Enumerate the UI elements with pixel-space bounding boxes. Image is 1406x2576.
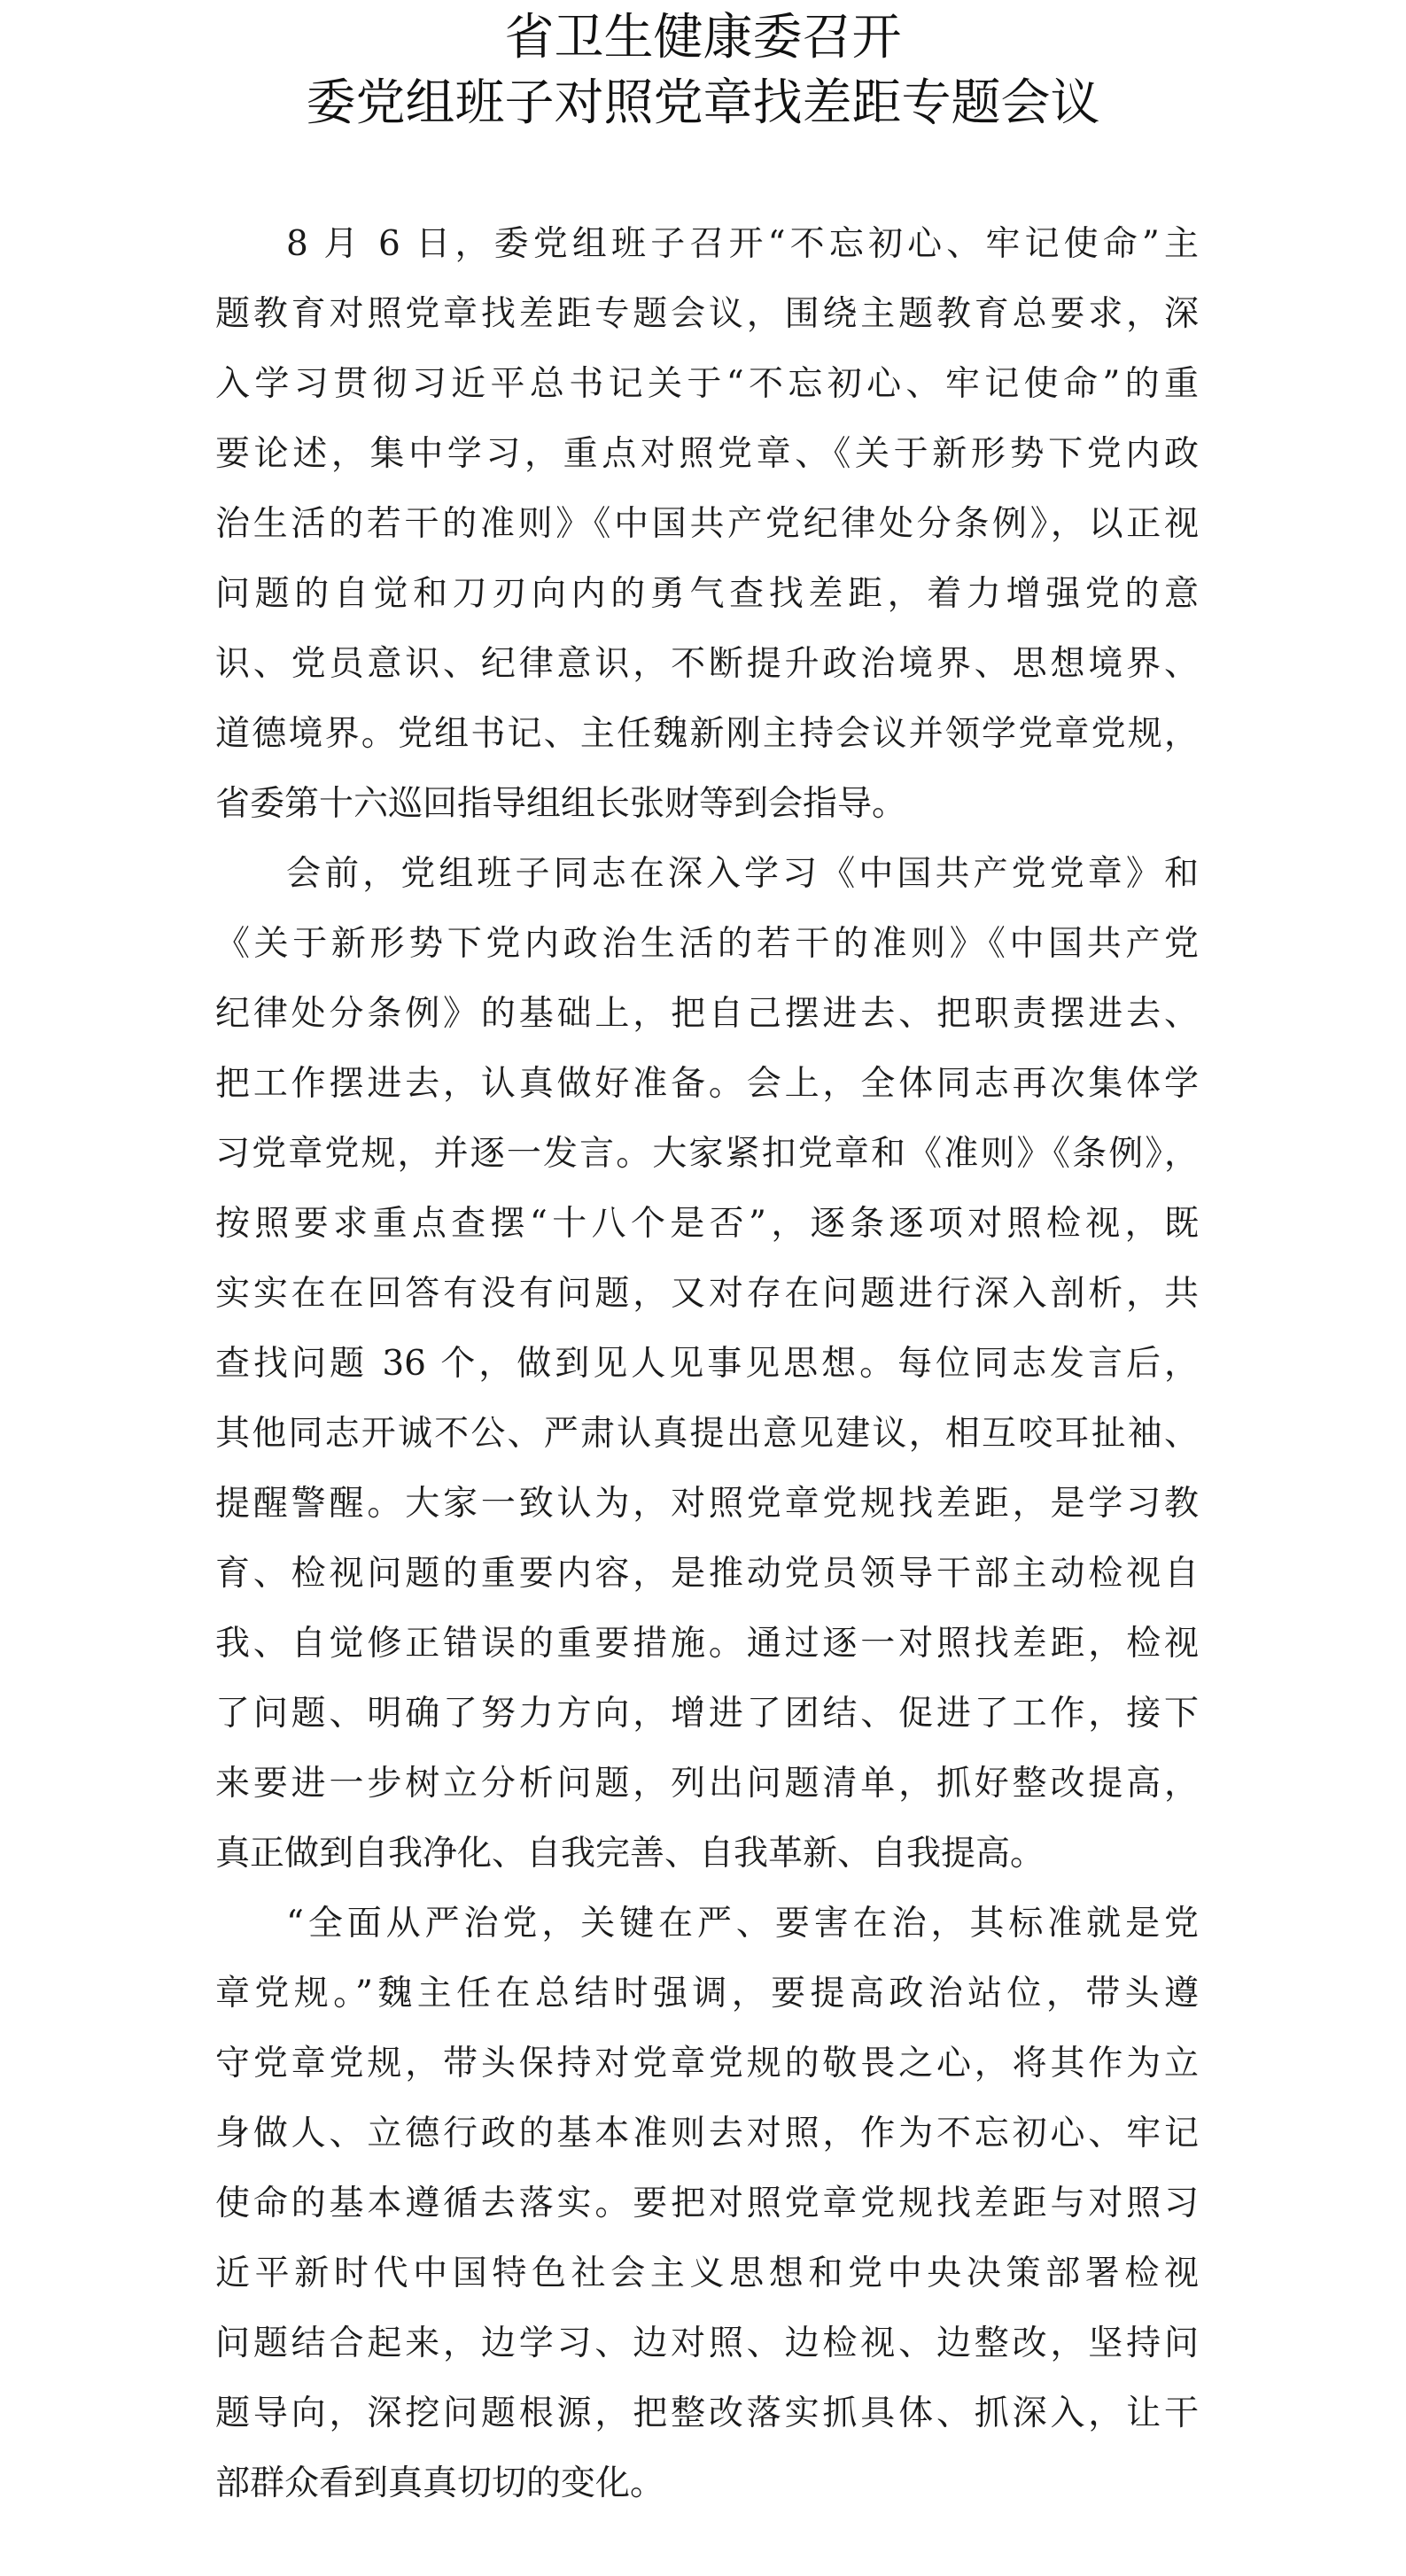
title-line-1: 省卫生健康委召开 <box>504 9 902 66</box>
body-line: 按照要求重点查摆“十八个是否”，逐条逐项对照检视，既 <box>215 1204 1199 1244</box>
body-line: 身做人、立德行政的基本准则去对照，作为不忘初心、牢记 <box>215 2114 1199 2153</box>
body-line: 会前，党组班子同志在深入学习《中国共产党党章》和 <box>286 854 1199 894</box>
body-line: 我、自觉修正错误的重要措施。通过逐一对照找差距，检视 <box>215 1624 1199 1664</box>
body-line: 题教育对照党章找差距专题会议，围绕主题教育总要求，深 <box>215 294 1199 334</box>
body-line: 章党规。”魏主任在总结时强调，要提高政治站位，带头遵 <box>215 1974 1199 2013</box>
body-line: 真正做到自我净化、自我完善、自我革新、自我提高。 <box>215 1834 1045 1874</box>
body-line: 题导向，深挖问题根源，把整改落实抓具体、抓深入，让干 <box>215 2394 1199 2433</box>
body-line: 近平新时代中国特色社会主义思想和党中央决策部署检视 <box>215 2254 1199 2293</box>
body-line: 部群众看到真真切切的变化。 <box>215 2463 665 2503</box>
body-line: 问题结合起来，边学习、边对照、边检视、边整改，坚持问 <box>215 2324 1199 2363</box>
body-line: 把工作摆进去，认真做好准备。会上，全体同志再次集体学 <box>215 1064 1199 1104</box>
body-line: 习党章党规，并逐一发言。大家紧扣党章和《准则》《条例》， <box>215 1134 1199 1174</box>
body-line: 实实在在回答有没有问题，又对存在问题进行深入剖析，共 <box>215 1274 1199 1314</box>
body-line: 其他同志开诚不公、严肃认真提出意见建议，相互咬耳扯袖、 <box>215 1414 1199 1454</box>
body-line: 8 月 6 日，委党组班子召开“不忘初心、牢记使命”主 <box>286 224 1199 264</box>
body-line: 要论述，集中学习，重点对照党章、《关于新形势下党内政 <box>215 434 1199 474</box>
body-line: 识、党员意识、纪律意识，不断提升政治境界、思想境界、 <box>215 644 1199 684</box>
body-line: 问题的自觉和刀刃向内的勇气查找差距，着力增强党的意 <box>215 574 1199 614</box>
body-line: 查找问题 36 个，做到见人见事见思想。每位同志发言后， <box>215 1344 1199 1384</box>
body-line: 守党章党规，带头保持对党章党规的敬畏之心，将其作为立 <box>215 2044 1199 2083</box>
body-line: “全面从严治党，关键在严、要害在治，其标准就是党 <box>286 1904 1199 1944</box>
body-line: 提醒警醒。大家一致认为，对照党章党规找差距，是学习教 <box>215 1484 1199 1524</box>
body-line: 育、检视问题的重要内容，是推动党员领导干部主动检视自 <box>215 1554 1199 1594</box>
body-line: 省委第十六巡回指导组组长张财等到会指导。 <box>215 784 907 824</box>
title-line-2: 委党组班子对照党章找差距专题会议 <box>306 74 1100 132</box>
body-line: 道德境界。党组书记、主任魏新刚主持会议并领学党章党规， <box>215 714 1199 754</box>
body-line: 了问题、明确了努力方向，增进了团结、促进了工作，接下 <box>215 1694 1199 1734</box>
body-line: 《关于新形势下党内政治生活的若干的准则》《中国共产党 <box>215 924 1199 964</box>
body-line: 治生活的若干的准则》《中国共产党纪律处分条例》，以正视 <box>215 504 1199 544</box>
body-line: 使命的基本遵循去落实。要把对照党章党规找差距与对照习 <box>215 2184 1199 2223</box>
body-line: 来要进一步树立分析问题，列出问题清单，抓好整改提高， <box>215 1764 1199 1804</box>
body-line: 入学习贯彻习近平总书记关于“不忘初心、牢记使命”的重 <box>215 364 1199 404</box>
body-line: 纪律处分条例》的基础上，把自己摆进去、把职责摆进去、 <box>215 994 1199 1034</box>
